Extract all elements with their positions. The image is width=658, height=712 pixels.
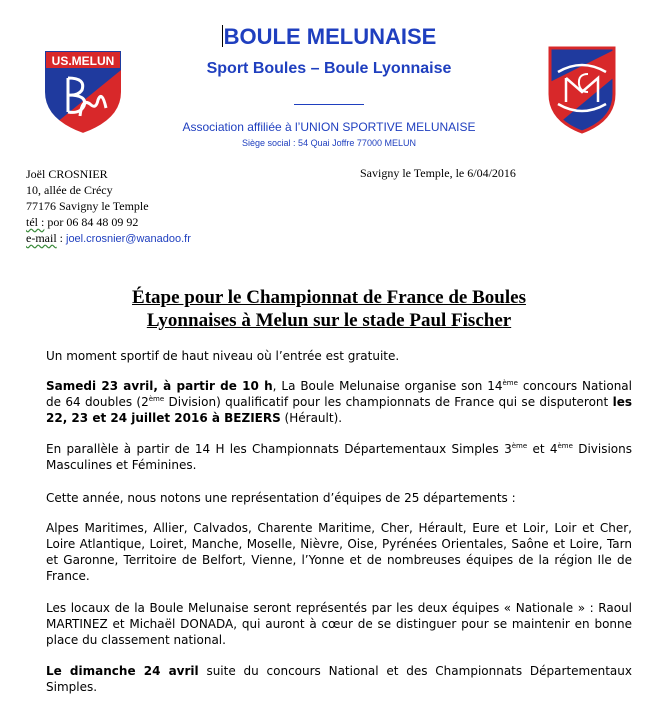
p2-bold-dates: les 22, 23 et 24 juillet 2016 à BEZIERS [46, 395, 632, 425]
header-seat: Siège social : 54 Quai Joffre 77000 MELUN [242, 138, 416, 148]
header-title-text: BOULE MELUNAISE [223, 24, 437, 49]
sender-phone [26, 214, 191, 230]
sender-email [26, 230, 191, 247]
logo-text: US.MELUN [51, 54, 115, 68]
monogram-shield-logo [546, 44, 618, 134]
p2-text-c: Division) qualificatif pour les championnats de France qui se disputeront [164, 395, 613, 409]
us-melun-shield-logo [40, 46, 126, 136]
p2-sup-b: ème [148, 395, 165, 403]
sender-name: Joël CROSNIER [26, 167, 108, 181]
title-line-2: Lyonnaises à Melun sur le stade Paul Fischer [146, 310, 512, 331]
p3-text-a: En parallèle à partir de 14 H les Championnats Départementaux Simples 3 [46, 442, 512, 456]
sender-street: 10, allée de Crécy [26, 183, 113, 197]
p2-text-d: (Hérault). [280, 411, 343, 425]
paragraph-representation: Cette année, nous notons une représentation d’équipes de 25 départements : [46, 491, 516, 505]
p3-text-c: Divisions Masculines et Féminines. [46, 442, 632, 472]
email-label: e-mail [26, 231, 57, 245]
date-line: Savigny le Temple, le 6/04/2016 [360, 166, 516, 180]
header-subtitle: Sport Boules – Boule Lyonnaise [206, 60, 452, 77]
paragraph-local-teams: Les locaux de la Boule Melunaise seront représentés par les deux équipes « Nationale » : Raoul MARTINEZ et Michaël DONADA, qui auront à cœur de se distinguer pour se maintenir en bonne place du classement national. [46, 601, 632, 647]
paragraph-sunday [46, 663, 632, 695]
p7-bold-date: Le dimanche 24 avril [46, 664, 199, 678]
phone-label: tél : [26, 215, 45, 229]
sender-city: 77176 Savigny le Temple [26, 199, 149, 213]
phone-value: por 06 84 48 09 92 [44, 215, 139, 229]
text-cursor [222, 25, 223, 47]
paragraph-intro: Un moment sportif de haut niveau où l’entrée est gratuite. [46, 349, 400, 363]
header-association: Association affiliée à l’UNION SPORTIVE MELUNAISE [182, 120, 476, 134]
header-divider [294, 104, 364, 105]
p7-text: suite du concours National et des Championnats Départementaux Simples. [46, 664, 632, 694]
p2-text-a: , La Boule Melunaise organise son 14 [272, 379, 503, 393]
paragraph-departmental [46, 441, 632, 473]
p3-sup-b: ème [557, 442, 573, 450]
document-title [0, 286, 658, 332]
title-line-1: Étape pour le Championnat de France de Boules [132, 287, 526, 308]
p2-sup-a: ème [502, 379, 518, 387]
email-separator: : [56, 231, 66, 245]
email-link[interactable]: joel.crosnier@wanadoo.fr [66, 233, 191, 245]
paragraph-national [46, 378, 632, 426]
paragraph-departments-list: Alpes Maritimes, Allier, Calvados, Charente Maritime, Cher, Hérault, Eure et Loir, Loir et Cher, Loire Atlantique, Loiret, Manche, Moselle, Nièvre, Oise, Pyrénées Orientales, Saône et Loire, Tarn et Garonne, Territoire de Belfort, Vienne, l’Yonne et de nombreuses équipes de la région Ile de France. [46, 521, 632, 583]
p3-sup-a: ème [511, 442, 528, 450]
sender-address [26, 166, 191, 247]
p2-text-b: concours National de 64 doubles (2 [46, 379, 632, 409]
p2-date: Samedi 23 avril, à partir de 10 h [46, 379, 273, 393]
p3-text-b: et 4 [527, 442, 558, 456]
